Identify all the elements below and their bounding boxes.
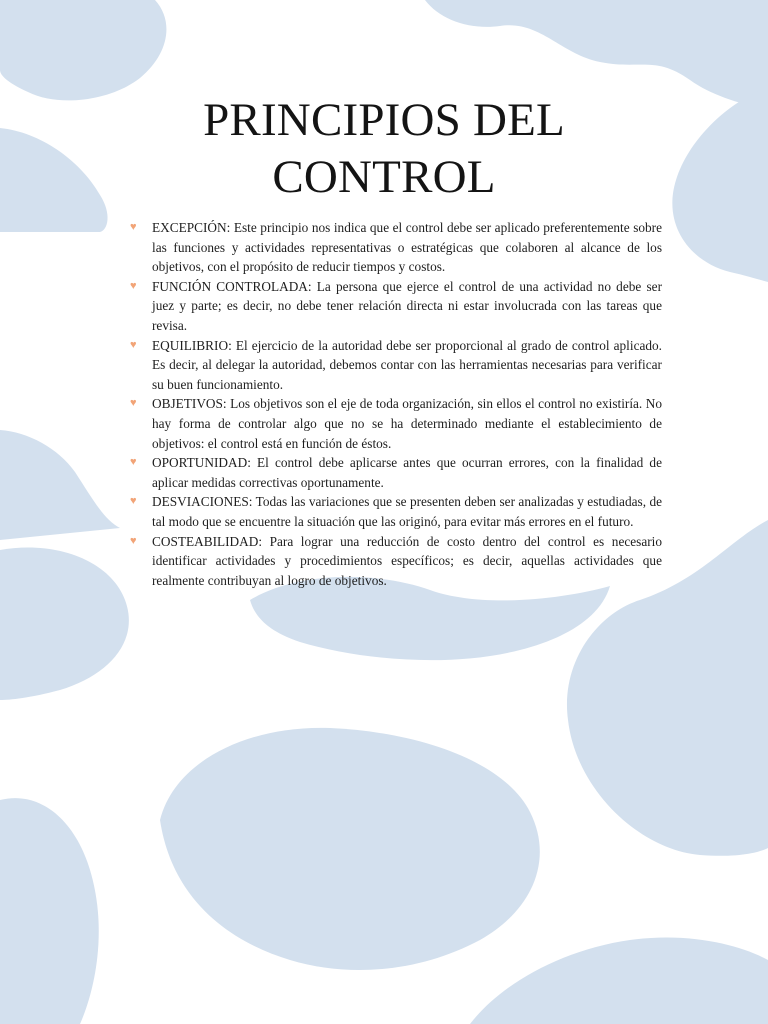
list-item-oportunidad: [130, 453, 662, 492]
list-item-text: OPORTUNIDAD: El control debe aplicarse antes que ocurran errores, con la finalidad de aplicar medidas correctivas oportunamente.: [152, 455, 662, 490]
heart-icon: ♥: [130, 338, 137, 351]
heart-icon: ♥: [130, 221, 137, 233]
page-title-line-2: CONTROL: [272, 151, 496, 203]
heart-icon: ♥: [130, 495, 137, 508]
principles-list: [130, 218, 662, 590]
page-title-line-1: PRINCIPIOS DEL: [203, 94, 565, 146]
list-item-costeabilidad: [130, 532, 662, 591]
list-item-desviaciones: [130, 492, 662, 531]
heart-icon: ♥: [130, 456, 137, 469]
list-item-text: EXCEPCIÓN: Este principio nos indica que el control debe ser aplicado preferentemente sobre las funciones y actividades representativas o estratégicas que colaboren al alcance de los objetivos, con el propósito de reducir tiempos y costos.: [152, 220, 662, 275]
heart-icon: ♥: [130, 534, 137, 547]
list-item-text: OBJETIVOS: Los objetivos son el eje de toda organización, sin ellos el control no existiría. No hay forma de controlar algo que no se ha determinado mediante el establecimiento de objetivos: el control está en función de éstos.: [152, 396, 662, 451]
list-item-text: FUNCIÓN CONTROLADA: La persona que ejerce el control de una actividad no debe ser juez y parte; es decir, no debe tener relación directa ni estar involucrada con las tareas que revisa.: [152, 278, 662, 333]
list-item-equilibrio: [130, 336, 662, 395]
list-item-funcion-controlada: [130, 277, 662, 336]
list-item-text: COSTEABILIDAD: Para lograr una reducción de costo dentro del control es necesario identificar actividades y procedimientos específicos; es decir, aquellas actividades que realmente contribuyan al logro de objetivos.: [152, 533, 662, 588]
heart-icon: ♥: [130, 397, 137, 410]
list-item-text: DESVIACIONES: Todas las variaciones que se presenten deben ser analizadas y estudiadas, de tal modo que se encuentre la situación que las originó, para evitar más errores en el futuro.: [152, 494, 662, 529]
list-item-text: EQUILIBRIO: El ejercicio de la autoridad debe ser proporcional al grado de control aplicado. Es decir, al delegar la autoridad, debemos contar con las herramientas necesarias para verificar su buen funcionamiento.: [152, 337, 662, 392]
heart-icon: ♥: [130, 279, 137, 292]
list-item-objetivos: [130, 394, 662, 453]
list-item-excepcion: [130, 218, 662, 277]
